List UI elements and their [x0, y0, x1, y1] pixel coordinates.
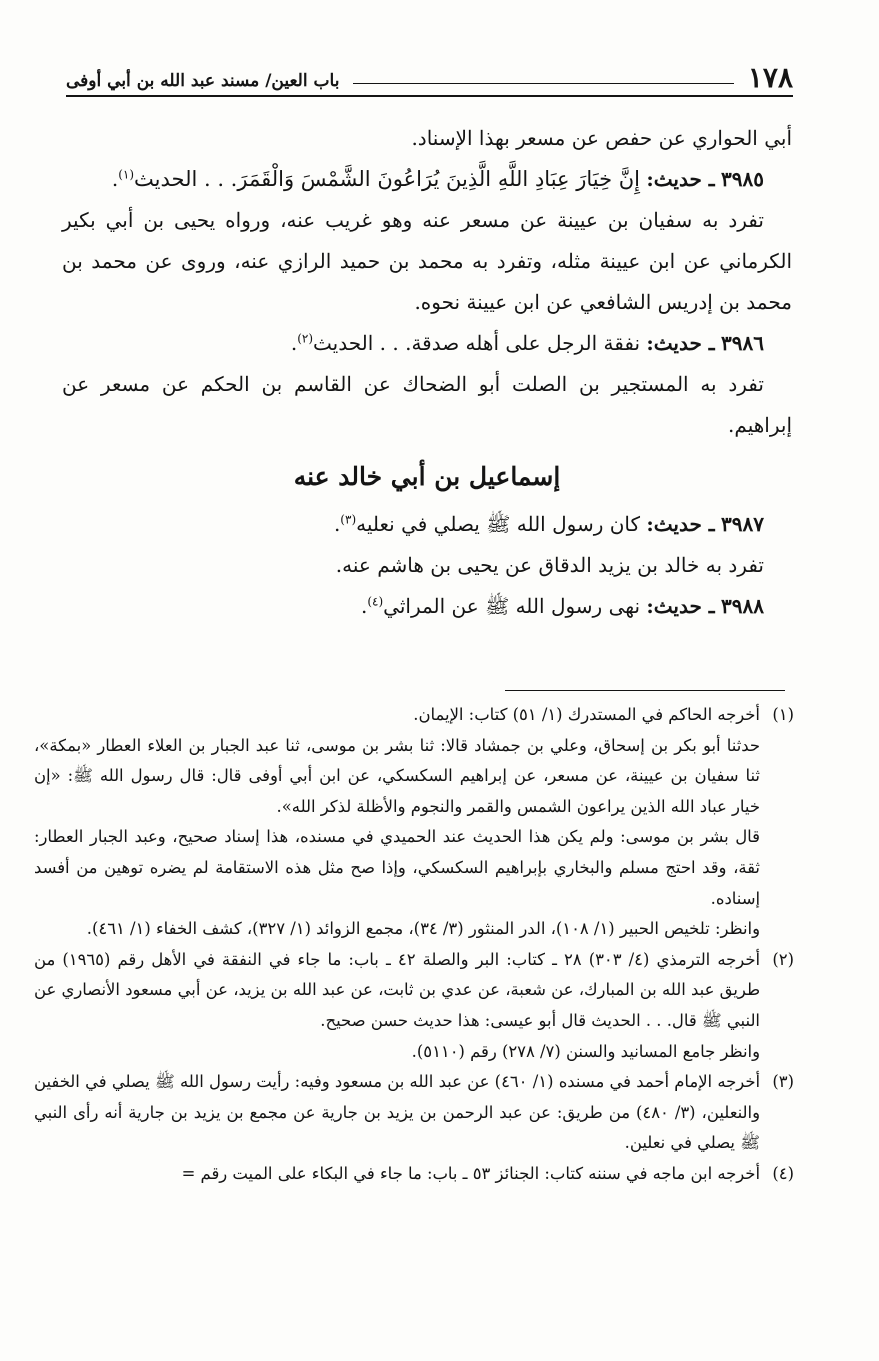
hadith-text: كان رسول الله ﷺ يصلي في نعليه [356, 512, 641, 536]
footnote-ref: (٤) [367, 594, 384, 609]
hadith-number: ٣٩٨٧ [721, 512, 764, 536]
section-title: إسماعيل بن أبي خالد عنه [293, 462, 561, 491]
footnote-ref: (٣) [340, 512, 357, 527]
hadith-3986: ٣٩٨٦ ـ حديث: نفقة الرجل على أهله صدقة. . . الحديث$^{(٢)}$. [290, 331, 764, 355]
footnote-body [34, 1067, 760, 1159]
footnote-marker: (٤) [772, 1163, 794, 1183]
running-head: باب العين/ مسند عبد الله بن أبي أوفى [66, 71, 340, 91]
footnote-2 [34, 945, 794, 1067]
hadith-number: ٣٩٨٨ [721, 594, 764, 618]
hadith-label: ـ حديث: [646, 594, 715, 618]
page-header [66, 52, 793, 92]
footnote-body [34, 945, 760, 1067]
footnote-3 [34, 1067, 794, 1159]
hadith-text: نهى رسول الله ﷺ عن المراثي [383, 594, 641, 618]
commentary-paragraph: تفرد به سفيان بن عيينة عن مسعر عنه وهو غريب عنه، ورواه يحيى بن أبي بكير الكرماني عن ابن عيينة مثله، وتفرد به محمد بن حميد الرازي عنه، وروى عن محمد بن محمد بن إدريس الشافعي عن ابن عيينة نحوه. [62, 208, 792, 314]
footnote-marker: (٣) [772, 1072, 794, 1092]
footnotes [34, 700, 794, 1190]
hadith-text: إِنَّ خِيَارَ عِبَادِ اللَّهِ الَّذِينَ يُرَاعُونَ الشَّمْسَ وَالْقَمَرَ. . . الحديث [134, 167, 641, 191]
hadith-label: ـ حديث: [646, 512, 715, 536]
paragraph-continuation: أبي الحواري عن حفص عن مسعر بهذا الإسناد. [411, 126, 792, 150]
hadith-3985: ٣٩٨٥ ـ حديث: إِنَّ خِيَارَ عِبَادِ اللَّهِ الَّذِينَ يُرَاعُونَ الشَّمْسَ وَالْقَمَرَ. . . الحديث$^{(١)}$. [111, 167, 764, 191]
page-number: ١٧٨ [747, 61, 793, 94]
footnote-paragraph: أخرجه الترمذي (٤/ ٣٠٣) ٢٨ ـ كتاب: البر والصلة ٤٢ ـ باب: ما جاء في النفقة في الأهل رقم (١٩٦٥) من طريق عبد الله بن المبارك، عن شعبة، عن عدي بن ثابت، عن عبد الله بن يزيد، عن أبي مسعود الأنصاري عن النبي ﷺ قال. . . الحديث قال أبو عيسى: هذا حديث حسن صحيح. [34, 949, 760, 1030]
hadith-number: ٣٩٨٦ [721, 331, 764, 355]
hadith-text: نفقة الرجل على أهله صدقة. . . الحديث [313, 331, 641, 355]
footnote-body [34, 700, 760, 945]
footnote-line: أخرجه الحاكم في المستدرك (١/ ٥١) كتاب: الإيمان. [413, 705, 760, 724]
footnote-paragraph: أخرجه ابن ماجه في سننه كتاب: الجنائز ٥٣ ـ باب: ما جاء في البكاء على الميت رقم = [181, 1163, 760, 1183]
footnote-4 [34, 1159, 794, 1190]
footnote-paragraph: قال بشر بن موسى: ولم يكن هذا الحديث عند الحميدي في مسنده، هذا إسناد صحيح، وعبد الجبار العطار: ثقة، وقد احتج مسلم والبخاري بإبراهيم السكسكي، وإذا صح مثل هذه الاستقامة لم يضره توهين من أفسد إسناده. [34, 827, 760, 908]
hadith-label: ـ حديث: [646, 167, 715, 191]
footnote-ref: (٢) [297, 331, 314, 346]
footnote-paragraph: وانظر جامع المسانيد والسنن (٧/ ٢٧٨) رقم (٥١١٠). [411, 1041, 760, 1061]
hadith-3988: ٣٩٨٨ ـ حديث: نهى رسول الله ﷺ عن المراثي$^{(٤)}$. [360, 594, 764, 618]
footnote-paragraph: أخرجه الإمام أحمد في مسنده (١/ ٤٦٠) عن عبد الله بن مسعود وفيه: رأيت رسول الله ﷺ يصلي في الخفين والنعلين، (٣/ ٤٨٠) من طريق: عن عبد الرحمن بن يزيد بن جارية عن مجمع بن يزيد بن جارية أنه رأى النبي ﷺ يصلي في نعلين. [34, 1072, 761, 1153]
main-text [62, 118, 792, 627]
hadith-label: ـ حديث: [646, 331, 715, 355]
footnote-rule [505, 690, 785, 691]
header-inline-rule [353, 83, 733, 84]
footnote-paragraph: حدثنا أبو بكر بن إسحاق، وعلي بن جمشاد قالا: ثنا بشر بن موسى، ثنا عبد الجبار بن العلاء العطار «بمكة»، ثنا سفيان بن عيينة، عن مسعر، عن إبراهيم السكسكي، عن ابن أبي أوفى قال: قال رسول الله ﷺ: «إن خيار عباد الله الذين يراعون الشمس والقمر والنجوم والأظلة لذكر الله». [34, 735, 760, 816]
footnote-1 [34, 700, 794, 945]
footnote-ref: (١) [118, 167, 135, 182]
hadith-3987: ٣٩٨٧ ـ حديث: كان رسول الله ﷺ يصلي في نعليه$^{(٣)}$. [333, 512, 764, 536]
footnote-body [34, 1159, 760, 1190]
commentary-paragraph: تفرد به خالد بن يزيد الدقاق عن يحيى بن هاشم عنه. [335, 553, 764, 577]
hadith-number: ٣٩٨٥ [721, 167, 764, 191]
footnote-marker: (١) [772, 705, 794, 724]
commentary-paragraph: تفرد به المستجير بن الصلت أبو الضحاك عن القاسم بن الحكم عن مسعر عن إبراهيم. [62, 372, 792, 437]
footnote-paragraph: وانظر: تلخيص الحبير (١/ ١٠٨)، الدر المنثور (٣/ ٣٤)، مجمع الزوائد (١/ ٣٢٧)، كشف الخفاء (١/ ٤٦١). [86, 919, 760, 939]
footnote-marker: (٢) [772, 949, 794, 969]
header-rule [66, 95, 793, 97]
